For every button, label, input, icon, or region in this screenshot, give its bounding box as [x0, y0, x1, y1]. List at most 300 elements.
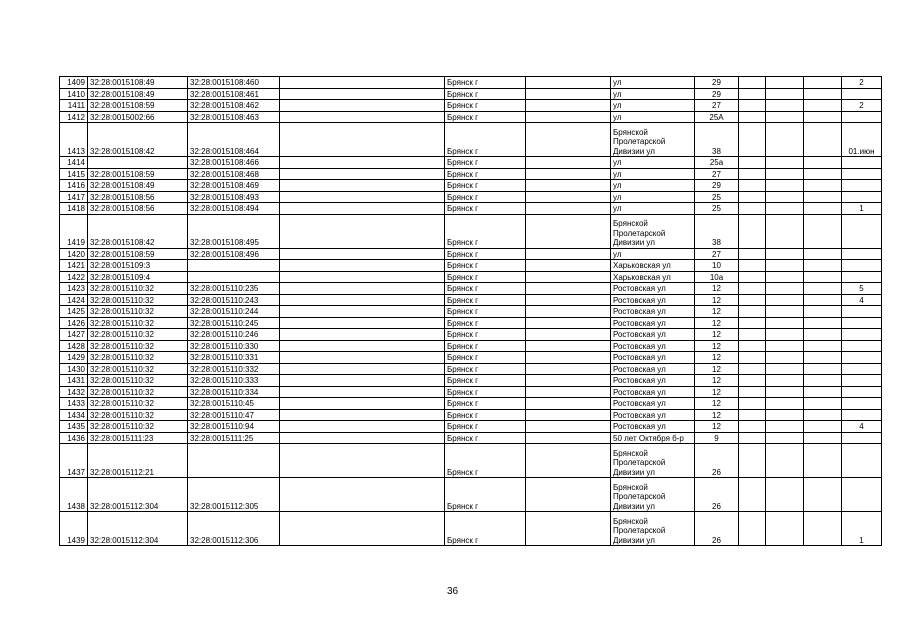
empty-cell — [526, 421, 611, 433]
empty-cell — [766, 352, 804, 364]
street-cell: ул — [611, 191, 695, 203]
table-row — [60, 352, 882, 364]
table-row — [60, 317, 882, 329]
row-number-cell: 1428 — [60, 340, 88, 352]
empty-cell — [766, 157, 804, 169]
row-number-cell: 1417 — [60, 191, 88, 203]
empty-cell — [804, 111, 842, 123]
object-cadastral-number-cell: 32:28:0015110:235 — [188, 283, 280, 295]
street-cell: Брянской Пролетарской Дивизии ул — [611, 478, 695, 512]
row-number-cell: 1438 — [60, 478, 88, 512]
street-cell: Ростовская ул — [611, 283, 695, 295]
empty-cell — [526, 100, 611, 112]
house-number-cell: 26 — [695, 478, 739, 512]
city-cell: Брянск г — [445, 317, 526, 329]
empty-cell — [280, 317, 445, 329]
empty-cell — [280, 100, 445, 112]
empty-cell — [766, 260, 804, 272]
city-cell: Брянск г — [445, 88, 526, 100]
empty-cell — [526, 77, 611, 89]
empty-cell — [280, 375, 445, 387]
empty-cell — [766, 203, 804, 215]
empty-cell — [526, 157, 611, 169]
table-row — [60, 375, 882, 387]
house-number-cell: 25 — [695, 191, 739, 203]
empty-cell — [280, 340, 445, 352]
empty-cell — [280, 329, 445, 341]
empty-cell — [739, 283, 766, 295]
empty-cell — [766, 88, 804, 100]
city-cell: Брянск г — [445, 352, 526, 364]
empty-cell — [804, 271, 842, 283]
empty-cell — [280, 306, 445, 318]
street-cell: Ростовская ул — [611, 398, 695, 410]
empty-cell — [804, 260, 842, 272]
value-cell — [842, 432, 882, 444]
house-number-cell: 10 — [695, 260, 739, 272]
empty-cell — [280, 283, 445, 295]
cadastral-number-cell: 32:28:0015110:32 — [88, 386, 188, 398]
empty-cell — [526, 123, 611, 157]
table-row — [60, 77, 882, 89]
empty-cell — [739, 123, 766, 157]
table-row — [60, 88, 882, 100]
table-row — [60, 260, 882, 272]
row-number-cell: 1437 — [60, 444, 88, 478]
house-number-cell: 38 — [695, 123, 739, 157]
empty-cell — [526, 283, 611, 295]
table-row — [60, 157, 882, 169]
table-row — [60, 294, 882, 306]
empty-cell — [804, 375, 842, 387]
value-cell — [842, 444, 882, 478]
table-row — [60, 123, 882, 157]
value-cell — [842, 352, 882, 364]
empty-cell — [739, 77, 766, 89]
value-cell — [842, 214, 882, 248]
object-cadastral-number-cell — [188, 444, 280, 478]
value-cell — [842, 329, 882, 341]
empty-cell — [766, 432, 804, 444]
row-number-cell: 1425 — [60, 306, 88, 318]
table-row — [60, 340, 882, 352]
table-row — [60, 214, 882, 248]
object-cadastral-number-cell: 32:28:0015108:462 — [188, 100, 280, 112]
empty-cell — [804, 203, 842, 215]
empty-cell — [739, 478, 766, 512]
empty-cell — [804, 512, 842, 546]
city-cell: Брянск г — [445, 248, 526, 260]
house-number-cell: 12 — [695, 317, 739, 329]
empty-cell — [766, 168, 804, 180]
value-cell: 01.июн — [842, 123, 882, 157]
empty-cell — [280, 180, 445, 192]
table-row — [60, 363, 882, 375]
object-cadastral-number-cell: 32:28:0015108:466 — [188, 157, 280, 169]
object-cadastral-number-cell: 32:28:0015110:330 — [188, 340, 280, 352]
empty-cell — [280, 248, 445, 260]
table-row — [60, 271, 882, 283]
street-cell: ул — [611, 157, 695, 169]
cadastral-number-cell — [88, 157, 188, 169]
city-cell: Брянск г — [445, 157, 526, 169]
empty-cell — [526, 432, 611, 444]
house-number-cell: 27 — [695, 100, 739, 112]
row-number-cell: 1439 — [60, 512, 88, 546]
empty-cell — [526, 88, 611, 100]
empty-cell — [739, 168, 766, 180]
street-cell: Брянской Пролетарской Дивизии ул — [611, 512, 695, 546]
city-cell: Брянск г — [445, 191, 526, 203]
row-number-cell: 1414 — [60, 157, 88, 169]
city-cell: Брянск г — [445, 478, 526, 512]
value-cell — [842, 191, 882, 203]
row-number-cell: 1416 — [60, 180, 88, 192]
city-cell: Брянск г — [445, 432, 526, 444]
empty-cell — [766, 77, 804, 89]
value-cell — [842, 398, 882, 410]
empty-cell — [526, 271, 611, 283]
empty-cell — [804, 432, 842, 444]
empty-cell — [280, 111, 445, 123]
house-number-cell: 26 — [695, 444, 739, 478]
table-row — [60, 248, 882, 260]
street-cell: Ростовская ул — [611, 375, 695, 387]
row-number-cell: 1435 — [60, 421, 88, 433]
city-cell: Брянск г — [445, 203, 526, 215]
cadastral-number-cell: 32:28:0015002:66 — [88, 111, 188, 123]
empty-cell — [739, 512, 766, 546]
empty-cell — [280, 157, 445, 169]
page-number: 36 — [446, 586, 459, 597]
cadastral-number-cell: 32:28:0015110:32 — [88, 421, 188, 433]
house-number-cell: 27 — [695, 248, 739, 260]
house-number-cell: 12 — [695, 329, 739, 341]
house-number-cell: 12 — [695, 386, 739, 398]
city-cell: Брянск г — [445, 444, 526, 478]
row-number-cell: 1419 — [60, 214, 88, 248]
cadastral-number-cell: 32:28:0015108:42 — [88, 214, 188, 248]
empty-cell — [280, 88, 445, 100]
city-cell: Брянск г — [445, 363, 526, 375]
empty-cell — [804, 363, 842, 375]
cadastral-number-cell: 32:28:0015108:56 — [88, 191, 188, 203]
empty-cell — [526, 180, 611, 192]
object-cadastral-number-cell: 32:28:0015112:305 — [188, 478, 280, 512]
object-cadastral-number-cell: 32:28:0015110:333 — [188, 375, 280, 387]
empty-cell — [739, 88, 766, 100]
empty-cell — [804, 317, 842, 329]
empty-cell — [766, 180, 804, 192]
cadastral-number-cell: 32:28:0015110:32 — [88, 398, 188, 410]
value-cell — [842, 88, 882, 100]
city-cell: Брянск г — [445, 283, 526, 295]
cadastral-number-cell: 32:28:0015110:32 — [88, 306, 188, 318]
value-cell — [842, 248, 882, 260]
city-cell: Брянск г — [445, 340, 526, 352]
street-cell: ул — [611, 77, 695, 89]
house-number-cell: 12 — [695, 375, 739, 387]
object-cadastral-number-cell — [188, 260, 280, 272]
street-cell: Ростовская ул — [611, 317, 695, 329]
street-cell: ул — [611, 180, 695, 192]
city-cell: Брянск г — [445, 421, 526, 433]
value-cell — [842, 386, 882, 398]
empty-cell — [280, 168, 445, 180]
house-number-cell: 12 — [695, 306, 739, 318]
value-cell: 2 — [842, 100, 882, 112]
value-cell — [842, 157, 882, 169]
empty-cell — [526, 329, 611, 341]
empty-cell — [766, 248, 804, 260]
object-cadastral-number-cell: 32:28:0015111:25 — [188, 432, 280, 444]
table-row — [60, 432, 882, 444]
empty-cell — [280, 421, 445, 433]
city-cell: Брянск г — [445, 100, 526, 112]
empty-cell — [766, 294, 804, 306]
empty-cell — [526, 478, 611, 512]
empty-cell — [526, 398, 611, 410]
street-cell: Ростовская ул — [611, 386, 695, 398]
empty-cell — [804, 478, 842, 512]
empty-cell — [766, 111, 804, 123]
empty-cell — [804, 248, 842, 260]
street-cell: Брянской Пролетарской Дивизии ул — [611, 123, 695, 157]
empty-cell — [280, 444, 445, 478]
street-cell: Брянской Пролетарской Дивизии ул — [611, 214, 695, 248]
empty-cell — [804, 329, 842, 341]
cadastral-number-cell: 32:28:0015108:56 — [88, 203, 188, 215]
city-cell: Брянск г — [445, 77, 526, 89]
empty-cell — [526, 191, 611, 203]
cadastral-number-cell: 32:28:0015108:49 — [88, 180, 188, 192]
table-row — [60, 283, 882, 295]
house-number-cell: 12 — [695, 421, 739, 433]
value-cell — [842, 168, 882, 180]
cadastral-number-cell: 32:28:0015110:32 — [88, 283, 188, 295]
row-number-cell: 1426 — [60, 317, 88, 329]
value-cell — [842, 271, 882, 283]
object-cadastral-number-cell: 32:28:0015108:464 — [188, 123, 280, 157]
empty-cell — [766, 271, 804, 283]
empty-cell — [739, 157, 766, 169]
house-number-cell: 9 — [695, 432, 739, 444]
cadastral-number-cell: 32:28:0015110:32 — [88, 375, 188, 387]
cadastral-number-cell: 32:28:0015108:42 — [88, 123, 188, 157]
empty-cell — [766, 398, 804, 410]
street-cell: ул — [611, 100, 695, 112]
row-number-cell: 1410 — [60, 88, 88, 100]
object-cadastral-number-cell — [188, 271, 280, 283]
object-cadastral-number-cell: 32:28:0015108:468 — [188, 168, 280, 180]
empty-cell — [766, 306, 804, 318]
cadastral-number-cell: 32:28:0015108:49 — [88, 88, 188, 100]
street-cell: ул — [611, 111, 695, 123]
city-cell: Брянск г — [445, 294, 526, 306]
empty-cell — [739, 111, 766, 123]
house-number-cell: 12 — [695, 398, 739, 410]
table-row — [60, 444, 882, 478]
empty-cell — [280, 352, 445, 364]
empty-cell — [526, 203, 611, 215]
value-cell — [842, 478, 882, 512]
empty-cell — [526, 248, 611, 260]
empty-cell — [766, 317, 804, 329]
empty-cell — [280, 398, 445, 410]
street-cell: Ростовская ул — [611, 352, 695, 364]
empty-cell — [526, 512, 611, 546]
empty-cell — [766, 512, 804, 546]
street-cell: Ростовская ул — [611, 306, 695, 318]
row-number-cell: 1413 — [60, 123, 88, 157]
street-cell: ул — [611, 203, 695, 215]
empty-cell — [804, 191, 842, 203]
street-cell: Харьковская ул — [611, 271, 695, 283]
empty-cell — [739, 421, 766, 433]
row-number-cell: 1432 — [60, 386, 88, 398]
empty-cell — [766, 329, 804, 341]
house-number-cell: 25А — [695, 111, 739, 123]
value-cell — [842, 111, 882, 123]
house-number-cell: 12 — [695, 340, 739, 352]
city-cell: Брянск г — [445, 111, 526, 123]
table-row — [60, 329, 882, 341]
empty-cell — [526, 111, 611, 123]
empty-cell — [766, 123, 804, 157]
cadastral-number-cell: 32:28:0015109:3 — [88, 260, 188, 272]
table-row — [60, 168, 882, 180]
row-number-cell: 1415 — [60, 168, 88, 180]
value-cell: 4 — [842, 294, 882, 306]
object-cadastral-number-cell: 32:28:0015108:493 — [188, 191, 280, 203]
empty-cell — [739, 329, 766, 341]
empty-cell — [766, 191, 804, 203]
empty-cell — [739, 386, 766, 398]
value-cell — [842, 180, 882, 192]
empty-cell — [804, 352, 842, 364]
cadastral-number-cell: 32:28:0015110:32 — [88, 340, 188, 352]
empty-cell — [766, 409, 804, 421]
table-row — [60, 421, 882, 433]
empty-cell — [804, 180, 842, 192]
empty-cell — [526, 352, 611, 364]
empty-cell — [280, 203, 445, 215]
row-number-cell: 1433 — [60, 398, 88, 410]
empty-cell — [739, 409, 766, 421]
cadastral-table — [59, 76, 882, 546]
empty-cell — [280, 191, 445, 203]
empty-cell — [804, 421, 842, 433]
house-number-cell: 29 — [695, 88, 739, 100]
table-row — [60, 306, 882, 318]
empty-cell — [766, 478, 804, 512]
empty-cell — [804, 77, 842, 89]
value-cell: 1 — [842, 203, 882, 215]
cadastral-number-cell: 32:28:0015112:304 — [88, 512, 188, 546]
empty-cell — [804, 398, 842, 410]
empty-cell — [804, 386, 842, 398]
row-number-cell: 1420 — [60, 248, 88, 260]
empty-cell — [766, 214, 804, 248]
street-cell: 50 лет Октября б-р — [611, 432, 695, 444]
empty-cell — [280, 294, 445, 306]
city-cell: Брянск г — [445, 386, 526, 398]
value-cell: 2 — [842, 77, 882, 89]
value-cell — [842, 317, 882, 329]
street-cell: Ростовская ул — [611, 421, 695, 433]
cadastral-number-cell: 32:28:0015110:32 — [88, 294, 188, 306]
value-cell — [842, 375, 882, 387]
house-number-cell: 25а — [695, 157, 739, 169]
empty-cell — [804, 409, 842, 421]
cadastral-number-cell: 32:28:0015112:304 — [88, 478, 188, 512]
value-cell — [842, 260, 882, 272]
empty-cell — [766, 421, 804, 433]
empty-cell — [766, 444, 804, 478]
row-number-cell: 1436 — [60, 432, 88, 444]
cadastral-number-cell: 32:28:0015112:21 — [88, 444, 188, 478]
value-cell: 4 — [842, 421, 882, 433]
city-cell: Брянск г — [445, 271, 526, 283]
row-number-cell: 1431 — [60, 375, 88, 387]
object-cadastral-number-cell: 32:28:0015112:306 — [188, 512, 280, 546]
object-cadastral-number-cell: 32:28:0015110:244 — [188, 306, 280, 318]
street-cell: Харьковская ул — [611, 260, 695, 272]
empty-cell — [766, 340, 804, 352]
street-cell: ул — [611, 168, 695, 180]
city-cell: Брянск г — [445, 409, 526, 421]
cadastral-number-cell: 32:28:0015111:23 — [88, 432, 188, 444]
empty-cell — [280, 386, 445, 398]
empty-cell — [739, 306, 766, 318]
empty-cell — [526, 214, 611, 248]
empty-cell — [804, 444, 842, 478]
house-number-cell: 25 — [695, 203, 739, 215]
cadastral-number-cell: 32:28:0015108:59 — [88, 168, 188, 180]
table-row — [60, 478, 882, 512]
table-row — [60, 386, 882, 398]
empty-cell — [739, 260, 766, 272]
house-number-cell: 12 — [695, 294, 739, 306]
empty-cell — [526, 386, 611, 398]
cadastral-number-cell: 32:28:0015110:32 — [88, 317, 188, 329]
object-cadastral-number-cell: 32:28:0015110:332 — [188, 363, 280, 375]
cadastral-number-cell: 32:28:0015110:32 — [88, 329, 188, 341]
street-cell: Ростовская ул — [611, 294, 695, 306]
empty-cell — [739, 191, 766, 203]
value-cell — [842, 306, 882, 318]
empty-cell — [739, 352, 766, 364]
cadastral-number-cell: 32:28:0015108:59 — [88, 248, 188, 260]
street-cell: ул — [611, 248, 695, 260]
empty-cell — [739, 340, 766, 352]
empty-cell — [739, 317, 766, 329]
empty-cell — [526, 306, 611, 318]
table-row — [60, 180, 882, 192]
city-cell: Брянск г — [445, 306, 526, 318]
city-cell: Брянск г — [445, 123, 526, 157]
row-number-cell: 1418 — [60, 203, 88, 215]
value-cell — [842, 363, 882, 375]
empty-cell — [804, 214, 842, 248]
empty-cell — [739, 363, 766, 375]
object-cadastral-number-cell: 32:28:0015110:334 — [188, 386, 280, 398]
object-cadastral-number-cell: 32:28:0015110:47 — [188, 409, 280, 421]
city-cell: Брянск г — [445, 260, 526, 272]
empty-cell — [804, 283, 842, 295]
cadastral-number-cell: 32:28:0015108:59 — [88, 100, 188, 112]
street-cell: Ростовская ул — [611, 363, 695, 375]
